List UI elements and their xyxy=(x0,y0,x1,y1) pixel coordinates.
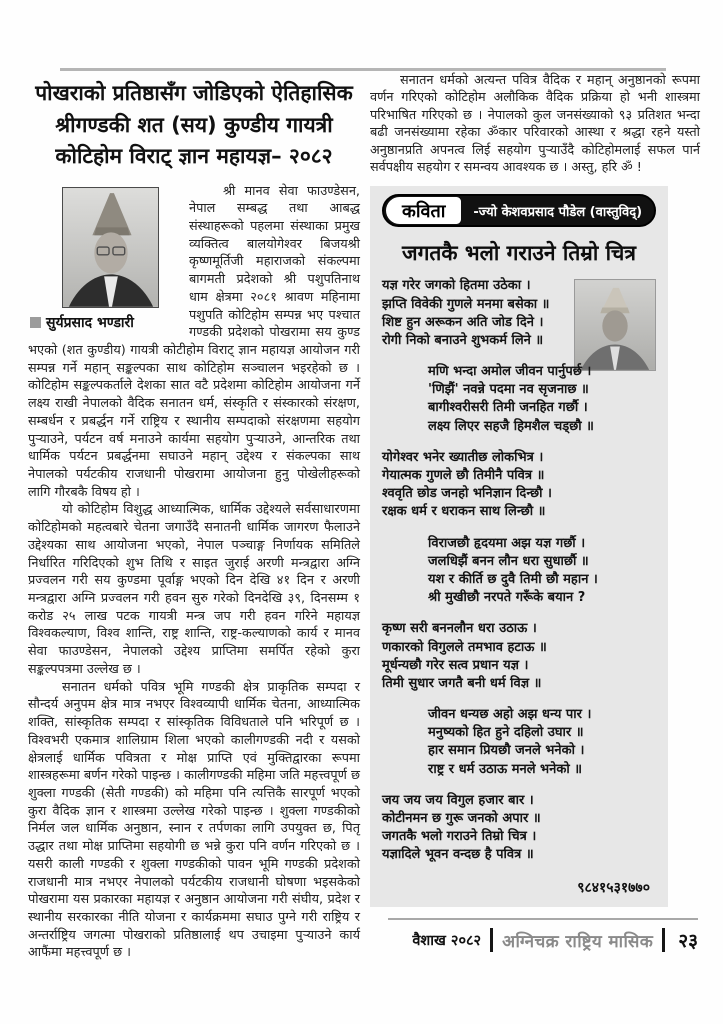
poem-line: योगेश्वर भनेर ख्यातीछ लोकभित्र । xyxy=(382,449,544,465)
poem-line: शिष्ट हुन अरूकन अति जोड दिने । xyxy=(382,314,544,330)
poem-stanza xyxy=(382,535,656,608)
poem-line: हार समान प्रियछौ जनले भनेको । xyxy=(428,743,585,759)
poem-line: श्री मुखीछौ नरपते गरूँके बयान ? xyxy=(428,590,586,606)
right-column xyxy=(370,72,700,907)
poem-stanza xyxy=(382,449,656,522)
poem-line: जीवन धन्यछ अहो अझ धन्य पार । xyxy=(428,707,592,723)
poem-line: विराजछौ हृदयमा अझ यज्ञ गर्छौ । xyxy=(428,535,586,551)
poem-line: राष्ट्र र धर्म उठाऊ मनले भनेको ॥ xyxy=(428,761,583,777)
portrait-photo-icon xyxy=(575,280,655,370)
poem-line: रक्षक धर्म र धराकन साथ लिन्छौ ॥ xyxy=(382,504,546,520)
poem-line: रोगी निको बनाउने शुभकर्म लिने ॥ xyxy=(382,332,544,348)
portrait-photo-surya xyxy=(62,187,159,308)
portrait-photo-poet xyxy=(574,279,656,371)
photo-caption-text: सुर्यप्रसाद भण्डारी xyxy=(46,314,134,331)
poem-line: मनुष्यको हित हुने दहिलो उघार ॥ xyxy=(428,725,584,741)
poem-stanza xyxy=(382,363,656,436)
poem-line: मणि भन्दा अमोल जीवन पार्नुपर्छ । xyxy=(428,364,592,380)
poem-line: झप्ति विवेकी गुणले मनमा बसेका ॥ xyxy=(382,296,550,312)
article-paragraph: यो कोटिहोम विशुद्ध आध्यात्मिक, धार्मिक उद्देश्यले सर्वसाधारणमा कोटिहोमको महत्वबारे चेतना जगाउँदै सनातनी धार्मिक जागरण फैलाउने उद्देश्यका साथ आयोजना भएको, नेपाल पञ्चाङ्ग निर्णायक समितिले निर्धारित गरिदिएको शुभ तिथि र साइत जुराई अरणी मन्त्रद्वारा अग्नि प्रज्वलन गरी सय कुण्डमा पूर्वाङ्ग भएको दिन देखि ४१ दिन र अरणी मन्त्रद्वारा अग्नि प्रज्वलन गरी हवन सुरु गरेको दिनदेखि ३९, दिनसम्म १ करोड २५ लाख पटक गायत्री मन्त्र जप गरी हवन गरिने महायज्ञ विश्वकल्याण, विश्व शान्ति, राष्ट्र शान्ति, राष्ट्र-कल्याणको कार्य र मानव सेवा फाउण्डेसन, नेपालको उद्देश्य प्राप्तिमा समर्पित रहेको कुरा सङ्कल्पपत्रमा उल्लेख छ । xyxy=(28,502,360,677)
footer-divider xyxy=(388,918,698,920)
article-continuation-paragraph: सनातन धर्मको अत्यन्त पवित्र वैदिक र महान् अनुष्ठानको रूपमा वर्णन गरिएको कोटिहोम अलौकिक वैदिक प्रक्रिया हो भनी शास्त्रमा परिभाषित गरिएको छ । नेपालको कुल जनसंख्याको ९३ प्रतिशत भन्दा बढी जनसंख्यामा रहेका ॐकार परिवारको आस्था र श्रद्धा रहने यस्तो अनुष्ठानप्रति अपनत्व लिई सहयोग पुऱ्याउँदै कोटिहोमलाई सफल पार्न सर्वपक्षीय सहयोग र समन्वय आवश्यक छ । अस्तु, हरि ॐ ! xyxy=(370,73,700,175)
poem-line: गेयात्मक गुणले छौ तिमीनै पवित्र ॥ xyxy=(382,468,545,484)
poem-title: जगतकै भलो गराउने तिम्रो चित्र xyxy=(402,241,636,266)
poem-line: यज्ञादिले भूवन वन्दछ है पवित्र ॥ xyxy=(382,847,534,863)
poem-line: लक्ष्य लिएर सहजै हिमशैल चड्छौ ॥ xyxy=(428,418,594,434)
footer-separator xyxy=(490,928,493,952)
poem-line: बागीश्वरीसरी तिमी जनहित गर्छौ । xyxy=(428,400,588,416)
poem-line: यज्ञ गरेर जगको हितमा उठेका । xyxy=(382,278,531,294)
top-divider xyxy=(60,68,666,71)
poem-box xyxy=(370,186,668,906)
poem-line: श्ववृति छोड जनहो भनिज्ञान दिन्छौ । xyxy=(382,486,552,502)
footer-magazine-name: अग्निचक्र राष्ट्रिय मासिक xyxy=(502,931,654,952)
poem-section-label: कविता xyxy=(386,197,461,224)
left-column xyxy=(28,78,360,962)
article-title: पोखराको प्रतिष्ठासँग जोडिएको ऐतिहासिक श्रीगण्डकी शत (सय) कुण्डीय गायत्री कोटिहोम विराट् ज्ञान महायज्ञ– २०८२ xyxy=(35,81,353,168)
poem-line: 'णिझैं' नवन्ने पदमा नव सृजनाछ ॥ xyxy=(428,382,589,398)
poem-line: जलधिझैं बनन लौन धरा सुधार्छौ ॥ xyxy=(428,553,589,569)
poem-line: जगतकै भलो गराउने तिम्रो चित्र । xyxy=(382,829,537,845)
poem-author: -ज्यो केशवप्रसाद पौडेल (वास्तुविद्) xyxy=(473,204,643,220)
poet-phone-number: ९८४१५३१७७० xyxy=(577,879,650,896)
poem-line: मूर्धन्यछौ गरेर सत्व प्रधान यज्ञ । xyxy=(382,657,529,673)
poem-stanza xyxy=(382,620,656,693)
poem-stanza xyxy=(382,792,656,865)
poem-line: यश र कीर्ति छ दुवै तिमी छौ महान । xyxy=(428,571,598,587)
article-body xyxy=(28,183,360,963)
poem-line: कोटीनमन छ गुरू जनको अपार ॥ xyxy=(382,811,541,827)
poem-line: तिमी सुधार जगतै बनी धर्म विज्ञ ॥ xyxy=(382,675,542,691)
poem-section-header xyxy=(382,194,656,227)
footer-separator xyxy=(662,928,665,952)
poem-line: जय जय जय विगुल हजार बार । xyxy=(382,792,534,808)
caption-square-icon xyxy=(30,317,41,328)
footer-issue-date: वैशाख २०८२ xyxy=(412,933,482,949)
footer-page-number: २३ xyxy=(678,930,698,952)
portrait-photo-icon xyxy=(63,188,158,307)
footer xyxy=(370,927,698,953)
article-paragraph: सनातन धर्मको पवित्र भूमि गण्डकी क्षेत्र प्राकृतिक सम्पदा र सौन्दर्य अनुपम क्षेत्र मात्र नभएर विश्वव्यापी धार्मिक चेतना, आध्यात्मिक शक्ति, सांस्कृतिक सम्पदा र सांस्कृतिक विविधताले पनि भरिपूर्ण छ । विश्वभरी एकमात्र शालिग्राम शिला भएको कालीगण्डकी नदी र यसको क्षेत्रलाई धार्मिक पवित्रता र मोक्ष प्राप्ति एवं मुक्तिद्वारका रूपमा शास्त्रहरूमा बर्णन गरेको पाइन्छ । कालीगण्डकी महिमा जति महत्त्वपूर्ण छ शुक्ला गण्डकी (सेती गण्डकी) को महिमा पनि त्यत्तिकै सारपूर्ण भएको कुरा वैदिक ज्ञान र शास्त्रमा उल्लेख गरेको पाइन्छ । शुक्ला गण्डकीको निर्मल जल धार्मिक अनुष्ठान, स्नान र तर्पणका लागि उपयुक्त छ, पितृ उद्धार तथा मोक्ष प्राप्तिमा सहयोगी छ भन्ने कुरा पनि वर्णन गरिएको छ । यसरी काली गण्डकी र शुक्ला गण्डकीको पावन भूमि गण्डकी प्रदेशको राजधानी मात्र नभएर नेपालको पर्यटकीय राजधानी घोषणा भइसकेको पोखरामा यस प्रकारका महायज्ञ र अनुष्ठान आयोजना गरी संघीय, प्रदेश र स्थानीय सरकारका नीति योजना र कार्यक्रममा सघाउ पुग्ने गरी राष्ट्रिय र अन्तर्राष्ट्रिय जगत्मा पोखराको प्रतिष्ठालाई थप उचाइमा पुऱ्याउने कार्य आफैंमा महत्त्वपूर्ण छ । xyxy=(28,679,360,961)
poem-line: णकारको विगुलले तमभाव हटाऊ ॥ xyxy=(382,639,547,655)
poem-stanza xyxy=(382,706,656,779)
photo-caption xyxy=(30,313,183,332)
poem-line: कृष्ण सरी बननलौन धरा उठाऊ । xyxy=(382,621,537,637)
article-paragraph: श्री मानव सेवा फाउण्डेसन, नेपाल सम्बद्ध तथा आबद्ध संस्थाहरूको पहलमा संस्थाका प्रमुख व्यक्तित्व बालयोगेश्वर बिजयश्री कृष्णमूर्तिजी महाराजको संकल्पमा बागमती प्रदेशको श्री पशुपतिनाथ धाम क्षेत्रमा २०८१ श्रावण महिनामा पशुपति कोटिहोम सम्पन्न भए पश्चात गण्डकी प्रदेशको पोखरामा सय कुण्ड भएको (शत कुण्डीय) गायत्री कोटीहोम विराट् ज्ञान महायज्ञ आयोजन गरी सम्पन्न गर्ने महान् सङ्कल्पका साथ कोटिहोम सञ्चालन भइरहेको छ । कोटिहोम सङ्कल्पकर्ताले देशका सात वटै प्रदेशमा कोटिहोम आयोजना गर्ने लक्ष्य राखी नेपालको वैदिक सनातन धर्म, संस्कृति र संस्कारको संरक्षण, सम्बर्धन र प्रबर्द्धन गर्ने राष्ट्रिय र स्थानीय सम्पदाको संरक्षणमा सहयोग पुऱ्याउने, पर्यटन वर्ष मनाउने कार्यमा सहयोग पुऱ्याउने, आन्तरिक तथा धार्मिक पर्यटन प्रबर्द्धनमा सघाउने महान् उद्देश्य र संकल्पका साथ नेपालको पर्यटकीय राजधानी पोखरामा आयोजना हुनु पोखेलीहरूको लागि गौरबकै विषय हो । xyxy=(28,183,360,500)
poem-stanzas xyxy=(382,277,656,864)
author-photo-block xyxy=(28,187,183,332)
